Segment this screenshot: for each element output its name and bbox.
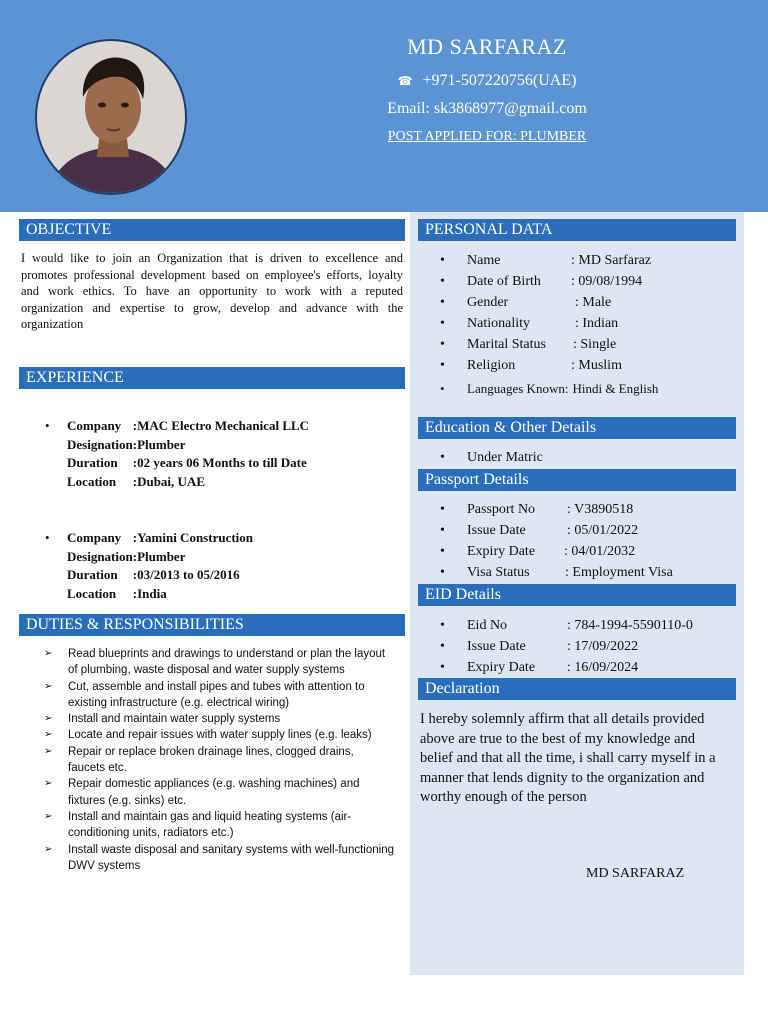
personal-item	[440, 378, 658, 399]
bullet: •	[45, 530, 50, 545]
detail-row	[67, 566, 253, 585]
detail-key: Company	[67, 530, 122, 545]
duty-text: Locate and repair issues with water supply lines (e.g. leaks)	[68, 729, 372, 742]
bullet: •	[45, 418, 50, 433]
bullet: •	[440, 381, 445, 396]
duty-item	[44, 727, 394, 743]
item-key: Passport No	[467, 502, 536, 517]
bullet: •	[440, 337, 445, 352]
detail-value: Dubai, UAE	[137, 473, 205, 489]
bullet: •	[440, 450, 445, 465]
item-value: Hindi & English	[572, 381, 659, 396]
detail-value: Plumber	[137, 548, 186, 564]
detail-colon: :	[132, 530, 138, 545]
duty-text: Repair domestic appliances (e.g. washing machines) and fixtures (e.g. sinks) etc.	[68, 778, 360, 807]
detail-row	[67, 436, 309, 455]
item-value: Under Matric	[467, 450, 543, 465]
detail-row	[67, 585, 253, 604]
duty-text: Install and maintain water supply systems	[68, 713, 281, 726]
item-key: Marital Status	[467, 337, 546, 352]
item-key: Expiry Date	[467, 544, 536, 559]
detail-colon: :	[132, 548, 138, 564]
personal-item	[440, 334, 658, 355]
personal-item	[440, 355, 658, 376]
item-key: Gender	[467, 295, 509, 310]
detail-value: MAC Electro Mechanical LLC	[137, 418, 310, 433]
arrow-bullet-icon: ➢	[44, 778, 53, 790]
section-heading-eid: EID Details	[418, 584, 736, 606]
passport-item	[440, 562, 673, 583]
item-key: Issue Date	[467, 523, 526, 538]
section-heading-objective: OBJECTIVE	[19, 219, 405, 241]
objective-text: I would like to join an Organization that is driven to excellence and promotes professional development based on employee's efforts, loyalty and work ethics. To have an opportunity to work with a reputed organization and expertise to grow, develop and advance with the organization	[21, 251, 403, 331]
item-value: : 05/01/2022	[567, 523, 639, 538]
education-list	[440, 447, 543, 468]
section-heading-personal: PERSONAL DATA	[418, 219, 736, 241]
personal-item	[440, 313, 658, 334]
detail-colon: :	[132, 418, 138, 433]
declaration-text: I hereby solemnly affirm that all details provided above are true to the best of my knowledge and belief and that all the time, i shall carry myself in a manner that lends dignity to the organization and worthy enough of the person	[420, 711, 716, 806]
item-value: : Muslim	[571, 358, 622, 373]
detail-value: 03/2013 to 05/2016	[137, 567, 240, 582]
duty-text: Cut, assemble and install pipes and tubes with attention to existing infrastructure (e.g. electrical wiring)	[68, 680, 365, 709]
item-value: : 09/08/1994	[571, 274, 643, 289]
detail-key: Designation	[67, 548, 133, 564]
duty-item	[44, 842, 394, 875]
item-key: Issue Date	[467, 639, 526, 654]
duty-text: Repair or replace broken drainage lines, clogged drains, faucets etc.	[68, 745, 354, 775]
item-value: : Indian	[575, 316, 619, 331]
experience-details	[67, 417, 309, 491]
item-key: Religion	[467, 358, 516, 373]
experience-details	[67, 529, 253, 603]
arrow-bullet-icon: ➢	[44, 713, 53, 725]
duty-item	[44, 646, 394, 679]
section-heading-duties: DUTIES & RESPONSIBILITIES	[19, 614, 405, 636]
passport-item	[440, 541, 673, 562]
duty-item	[44, 679, 394, 712]
section-heading-passport: Passport Details	[418, 469, 736, 491]
eid-item	[440, 657, 693, 678]
phone-icon: ☎	[397, 74, 413, 88]
item-value: : Male	[575, 295, 612, 310]
detail-row	[67, 473, 309, 492]
bullet: •	[440, 295, 445, 310]
detail-colon: :	[132, 455, 138, 470]
bullet: •	[440, 502, 445, 517]
duty-text: Install waste disposal and sanitary systems with well-functioning DWV systems	[68, 843, 394, 872]
bullet: •	[440, 358, 445, 373]
arrow-bullet-icon: ➢	[44, 745, 53, 757]
bullet: •	[440, 316, 445, 331]
item-value: : V3890518	[567, 502, 634, 517]
phone-line	[340, 72, 634, 90]
personal-item	[440, 271, 658, 292]
detail-row	[67, 454, 309, 473]
section-heading-education: Education & Other Details	[418, 417, 736, 439]
duty-item	[44, 776, 394, 809]
bullet: •	[440, 618, 445, 633]
section-heading-experience: EXPERIENCE	[19, 367, 405, 389]
duty-item	[44, 711, 394, 727]
candidate-name: MD SARFARAZ	[407, 34, 567, 59]
detail-key: Location	[67, 473, 117, 489]
profile-photo	[35, 39, 187, 195]
duty-item	[44, 744, 394, 777]
detail-colon: :	[132, 585, 138, 601]
item-value: : 04/01/2032	[564, 544, 636, 559]
detail-key: Designation	[67, 436, 133, 452]
detail-key: Duration	[67, 567, 118, 582]
detail-value: Plumber	[137, 436, 186, 452]
bullet: •	[440, 660, 445, 675]
bullet: •	[440, 639, 445, 654]
item-value: : 16/09/2024	[567, 660, 639, 675]
eid-list	[440, 615, 693, 678]
item-value: : 784-1994-5590110-0	[567, 618, 693, 633]
personal-item	[440, 250, 658, 271]
bullet: •	[440, 274, 445, 289]
duty-text: Install and maintain gas and liquid heating systems (air-conditioning units, radiators etc.)	[68, 810, 352, 840]
detail-key: Location	[67, 585, 117, 601]
detail-value: 02 years 06 Months to till Date	[137, 455, 307, 470]
passport-item	[440, 520, 673, 541]
post-applied: POST APPLIED FOR: PLUMBER	[387, 129, 587, 144]
phone-number[interactable]: +971-507220756(UAE)	[422, 72, 577, 89]
passport-list	[440, 499, 673, 583]
duty-item	[44, 809, 394, 842]
bullet: •	[440, 544, 445, 559]
arrow-bullet-icon: ➢	[44, 680, 53, 692]
arrow-bullet-icon: ➢	[44, 843, 53, 855]
item-key: Nationality	[467, 316, 530, 331]
item-value: : MD Sarfaraz	[571, 253, 652, 268]
item-key: Visa Status	[467, 565, 530, 580]
personal-data-list	[440, 250, 658, 399]
detail-row	[67, 529, 253, 548]
bullet: •	[440, 523, 445, 538]
duty-text: Read blueprints and drawings to understand or plan the layout of plumbing, waste disposal and water supply systems	[68, 648, 386, 677]
detail-colon: :	[132, 567, 138, 582]
item-key: Eid No	[467, 618, 508, 633]
email-line[interactable]: Email: sk3868977@gmail.com	[387, 100, 587, 117]
item-value: : Employment Visa	[565, 565, 673, 580]
detail-value: India	[137, 585, 167, 601]
bullet: •	[440, 253, 445, 268]
item-value: : Single	[573, 337, 617, 352]
arrow-bullet-icon: ➢	[44, 648, 53, 659]
item-key: Expiry Date	[467, 660, 536, 675]
education-item	[440, 447, 543, 468]
eid-item	[440, 636, 693, 657]
section-heading-declaration: Declaration	[418, 678, 736, 700]
detail-key: Duration	[67, 455, 118, 470]
detail-row	[67, 417, 309, 436]
eid-item	[440, 615, 693, 636]
item-key: Date of Birth	[467, 274, 541, 289]
detail-colon: :	[132, 436, 138, 452]
bullet: •	[440, 565, 445, 580]
detail-value: Yamini Construction	[137, 530, 254, 545]
signature-name: MD SARFARAZ	[586, 866, 685, 881]
detail-colon: :	[132, 473, 138, 489]
personal-item	[440, 292, 658, 313]
item-key: Name	[467, 253, 501, 268]
item-value: : 17/09/2022	[567, 639, 639, 654]
passport-item	[440, 499, 673, 520]
item-key: Languages Known:	[467, 381, 569, 396]
duties-list	[44, 646, 394, 874]
detail-row	[67, 548, 253, 567]
detail-key: Company	[67, 418, 122, 433]
arrow-bullet-icon: ➢	[44, 729, 53, 741]
arrow-bullet-icon: ➢	[44, 810, 53, 822]
